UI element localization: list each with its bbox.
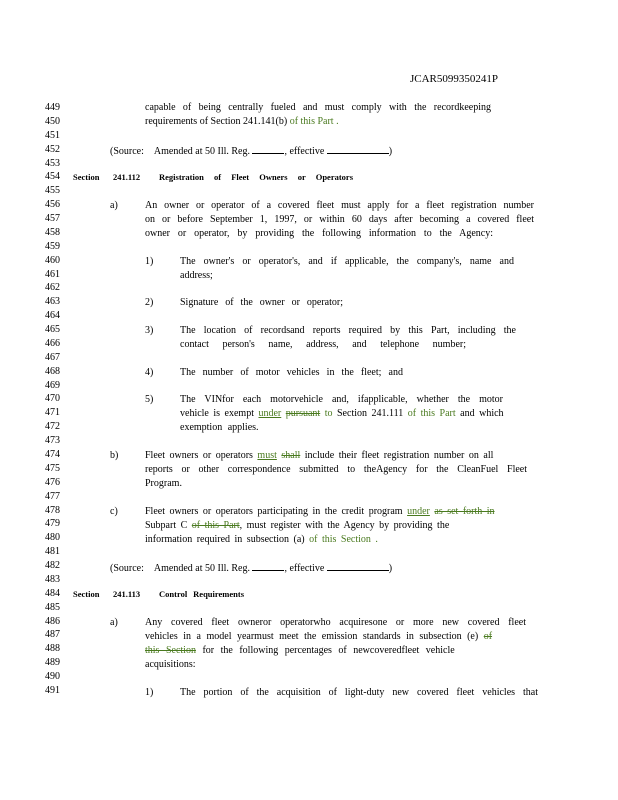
item-label: 1)	[145, 256, 154, 267]
source-text: , effective	[284, 563, 325, 574]
item-label: c)	[110, 506, 118, 517]
section-word: Section	[73, 589, 100, 599]
line-number: 468	[45, 365, 60, 377]
body-line	[145, 630, 492, 643]
inserted-text: of this Part	[407, 408, 456, 419]
line-number: 481	[45, 546, 60, 558]
line-number: 453	[45, 157, 60, 169]
line-number: 476	[45, 476, 60, 488]
source-text: Amended at 50 Ill. Reg.	[153, 146, 250, 157]
deleted-text: of this Part	[191, 520, 240, 531]
line-number: 475	[45, 462, 60, 474]
body-line: owner or operator, by providing the following information to the Agency:	[145, 228, 493, 239]
text-span: , must register with the Agency by providing the	[239, 520, 450, 531]
deleted-text: as set forth in	[434, 506, 495, 517]
line-number: 459	[45, 240, 60, 252]
line-number: 488	[45, 643, 60, 655]
body-line: The portion of the acquisition of light-duty new covered fleet vehicles that	[180, 687, 538, 698]
line-number: 485	[45, 601, 60, 613]
body-line	[145, 115, 339, 128]
blank-field	[252, 143, 284, 154]
line-number: 452	[45, 143, 60, 155]
source-note	[110, 143, 392, 158]
source-text: )	[388, 146, 393, 157]
line-number: 456	[45, 199, 60, 211]
item-label: 4)	[145, 367, 154, 378]
line-number: 455	[45, 185, 60, 197]
line-number: 454	[45, 171, 60, 183]
line-number: 490	[45, 671, 60, 683]
body-line: reports or other correspondence submitted to theAgency for the CleanFuel Fleet	[145, 464, 527, 475]
inserted-text: under	[258, 408, 282, 419]
deleted-text: pursuant	[285, 408, 321, 419]
item-label: a)	[110, 200, 118, 211]
text-span: include their fleet registration number on all	[304, 450, 494, 461]
line-number: 473	[45, 435, 60, 447]
body-line	[145, 519, 449, 532]
text-span: for the following percentages of newcoveredfleet vehicle	[202, 645, 455, 656]
body-line: contact person's name, address, and telephone number;	[180, 339, 466, 350]
body-line: acquisitions:	[145, 659, 196, 670]
line-number: 462	[45, 282, 60, 294]
item-label: 5)	[145, 394, 154, 405]
line-number: 457	[45, 213, 60, 225]
line-number: 450	[45, 115, 60, 127]
line-number: 461	[45, 268, 60, 280]
line-number: 482	[45, 560, 60, 572]
line-number: 474	[45, 449, 60, 460]
text-span: Fleet owners or operators	[145, 450, 253, 461]
line-number: 487	[45, 629, 60, 641]
blank-field	[252, 560, 284, 571]
inserted-text: of this Section .	[309, 534, 378, 545]
section-number: 241.112	[113, 172, 141, 182]
inserted-text: must	[257, 450, 277, 461]
inserted-text: of this Part .	[289, 116, 339, 127]
line-number: 467	[45, 351, 60, 363]
source-text: )	[388, 563, 393, 574]
deleted-text: shall	[281, 450, 301, 461]
item-label: 3)	[145, 325, 154, 336]
section-title: Control Requirements	[159, 589, 244, 599]
inserted-text: to	[324, 408, 333, 419]
line-number: 479	[45, 518, 60, 530]
item-label: 1)	[145, 687, 154, 698]
line-number: 472	[45, 421, 60, 433]
source-label: (Source:	[110, 146, 144, 157]
source-text: , effective	[284, 146, 325, 157]
body-line: Signature of the owner or operator;	[180, 297, 343, 308]
line-number: 470	[45, 393, 60, 405]
body-line: The owner's or operator's, and if applicable, the company's, name and	[180, 256, 514, 267]
body-line	[180, 407, 504, 420]
line-number: 477	[45, 490, 60, 502]
body-line	[145, 533, 378, 546]
text-span: vehicles in a model yearmust meet the emission standards in subsection (e)	[145, 631, 479, 642]
body-line: on or before September 1, 1997, or within 60 days after becoming a covered fleet	[145, 214, 534, 225]
source-text: Amended at 50 Ill. Reg.	[153, 563, 250, 574]
line-number: 451	[45, 129, 60, 141]
deleted-text: of	[483, 631, 493, 642]
item-label: 2)	[145, 297, 154, 308]
source-note	[110, 560, 392, 575]
body-line: The number of motor vehicles in the fleet; and	[180, 367, 403, 378]
body-line: An owner or operator of a covered fleet must apply for a fleet registration number	[145, 200, 534, 211]
deleted-text: this Section	[145, 645, 196, 656]
body-line	[145, 644, 455, 657]
body-line: Program.	[145, 478, 182, 489]
line-number: 458	[45, 226, 60, 238]
body-line: Any covered fleet owneror operatorwho acquiresone or more new covered fleet	[145, 617, 526, 628]
line-number: 484	[45, 587, 60, 599]
item-label: a)	[110, 617, 118, 628]
line-number: 460	[45, 254, 60, 266]
inserted-text: under	[407, 506, 430, 517]
line-number: 483	[45, 573, 60, 585]
line-number: 486	[45, 615, 60, 627]
source-label: (Source:	[110, 563, 144, 574]
body-line: exemption applies.	[180, 422, 259, 433]
body-line: The VINfor each motorvehicle and, ifapplicable, whether the motor	[180, 394, 503, 405]
body-line	[145, 505, 495, 518]
line-number: 469	[45, 379, 60, 391]
body-line: address;	[180, 270, 213, 281]
blank-field	[327, 143, 389, 154]
section-number: 241.113	[113, 589, 141, 599]
blank-field	[327, 560, 389, 571]
line-number: 464	[45, 310, 60, 322]
text-span: Fleet owners or operators participating in the credit program	[145, 506, 403, 517]
line-number: 466	[45, 337, 60, 349]
line-number: 449	[45, 102, 60, 113]
line-number: 471	[45, 407, 60, 419]
body-line: capable of being centrally fueled and must comply with the recordkeeping	[145, 102, 491, 113]
text-span: Section 241.111	[337, 408, 404, 419]
text-span: and which	[460, 408, 504, 419]
line-number: 489	[45, 657, 60, 669]
line-number: 463	[45, 296, 60, 308]
line-number: 491	[45, 684, 60, 696]
section-title: Registration of Fleet Owners or Operators	[159, 172, 353, 182]
section-word: Section	[73, 172, 100, 182]
line-number: 478	[45, 504, 60, 516]
item-label: b)	[110, 450, 119, 461]
text-span: requirements of Section 241.141(b)	[145, 116, 288, 127]
text-span: information required in subsection (a)	[145, 534, 305, 545]
text-span: vehicle is exempt	[180, 408, 254, 419]
body-line	[145, 449, 493, 462]
line-number: 465	[45, 324, 60, 336]
line-number: 480	[45, 532, 60, 544]
text-span: Subpart C	[145, 520, 188, 531]
body-line: The location of recordsand reports required by this Part, including the	[180, 325, 516, 336]
document-id: JCAR5099350241P	[410, 73, 499, 85]
